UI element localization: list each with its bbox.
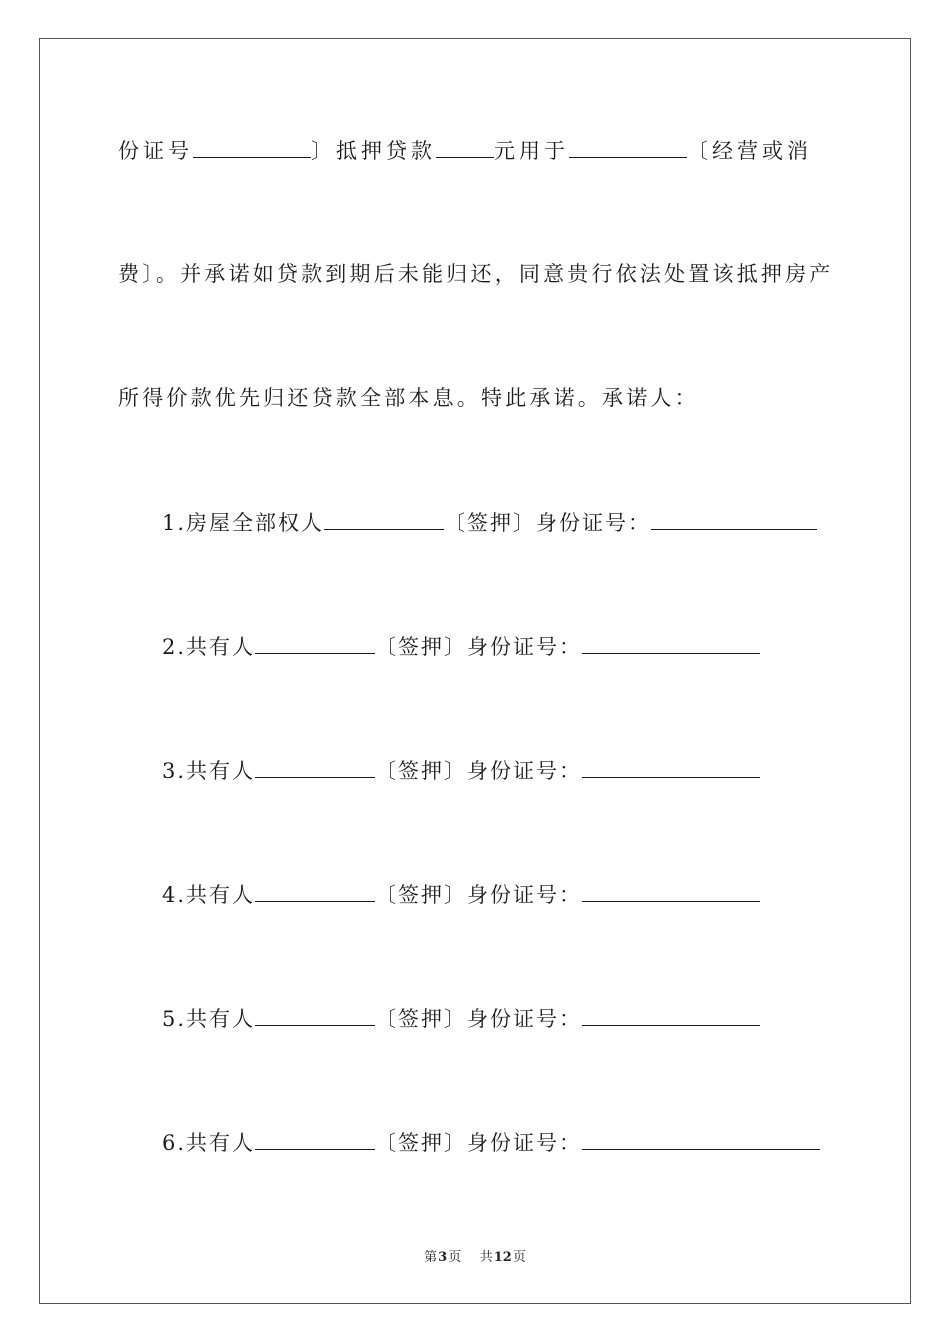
signature-id-blank[interactable] bbox=[582, 633, 760, 654]
total-suffix: 页 bbox=[512, 1250, 526, 1265]
text-id-number: 份证号 bbox=[118, 139, 193, 163]
signature-line-co-owner-2 bbox=[162, 632, 760, 662]
signature-line-co-owner-4 bbox=[162, 880, 760, 910]
signature-id-blank[interactable] bbox=[582, 757, 760, 778]
page-prefix: 第 bbox=[424, 1250, 438, 1265]
signature-name-blank[interactable] bbox=[255, 757, 375, 778]
page-current: 3 bbox=[438, 1250, 448, 1265]
signature-label: 〔签押〕身份证号： bbox=[375, 635, 583, 659]
signature-role: 3.共有人 bbox=[162, 759, 256, 783]
page-footer bbox=[0, 1246, 950, 1265]
signature-label: 〔签押〕身份证号： bbox=[375, 759, 583, 783]
paragraph-line-2: 费〕。并承诺如贷款到期后未能归还，同意贵行依法处置该抵押房产 bbox=[118, 262, 834, 286]
signature-label: 〔签押〕身份证号： bbox=[375, 1131, 583, 1155]
signature-id-blank[interactable] bbox=[582, 881, 760, 902]
signature-id-blank[interactable] bbox=[651, 509, 817, 530]
page-border bbox=[39, 38, 911, 1304]
text-mortgage-loan: 〕抵押贷款 bbox=[311, 139, 436, 163]
signature-id-blank[interactable] bbox=[582, 1005, 760, 1026]
signature-name-blank[interactable] bbox=[255, 881, 375, 902]
signature-label: 〔签押〕身份证号： bbox=[375, 1007, 583, 1031]
page-suffix: 页 bbox=[448, 1250, 462, 1265]
loan-purpose-blank[interactable] bbox=[569, 137, 687, 158]
paragraph-line-1 bbox=[118, 136, 812, 166]
signature-id-blank[interactable] bbox=[582, 1129, 820, 1150]
text-yuan-used-for: 元用于 bbox=[494, 139, 569, 163]
signature-role: 2.共有人 bbox=[162, 635, 256, 659]
total-prefix: 共 bbox=[479, 1250, 493, 1265]
signature-label: 〔签押〕身份证号： bbox=[375, 883, 583, 907]
signature-role: 6.共有人 bbox=[162, 1131, 256, 1155]
signature-name-blank[interactable] bbox=[324, 509, 444, 530]
signature-line-co-owner-3 bbox=[162, 756, 760, 786]
signature-label: 〔签押〕身份证号： bbox=[444, 511, 652, 535]
signature-role: 1.房屋全部权人 bbox=[162, 511, 325, 535]
id-number-blank[interactable] bbox=[193, 137, 311, 158]
page-total: 12 bbox=[493, 1250, 512, 1265]
signature-name-blank[interactable] bbox=[255, 633, 375, 654]
signature-line-co-owner-6 bbox=[162, 1128, 820, 1158]
text-business-or: 〔经营或消 bbox=[687, 139, 812, 163]
loan-amount-blank[interactable] bbox=[436, 137, 494, 158]
paragraph-line-3: 所得价款优先归还贷款全部本息。特此承诺。承诺人： bbox=[118, 386, 699, 410]
signature-line-co-owner-5 bbox=[162, 1004, 760, 1034]
signature-name-blank[interactable] bbox=[255, 1005, 375, 1026]
signature-name-blank[interactable] bbox=[255, 1129, 375, 1150]
signature-role: 5.共有人 bbox=[162, 1007, 256, 1031]
signature-role: 4.共有人 bbox=[162, 883, 256, 907]
signature-line-owner bbox=[162, 508, 817, 538]
